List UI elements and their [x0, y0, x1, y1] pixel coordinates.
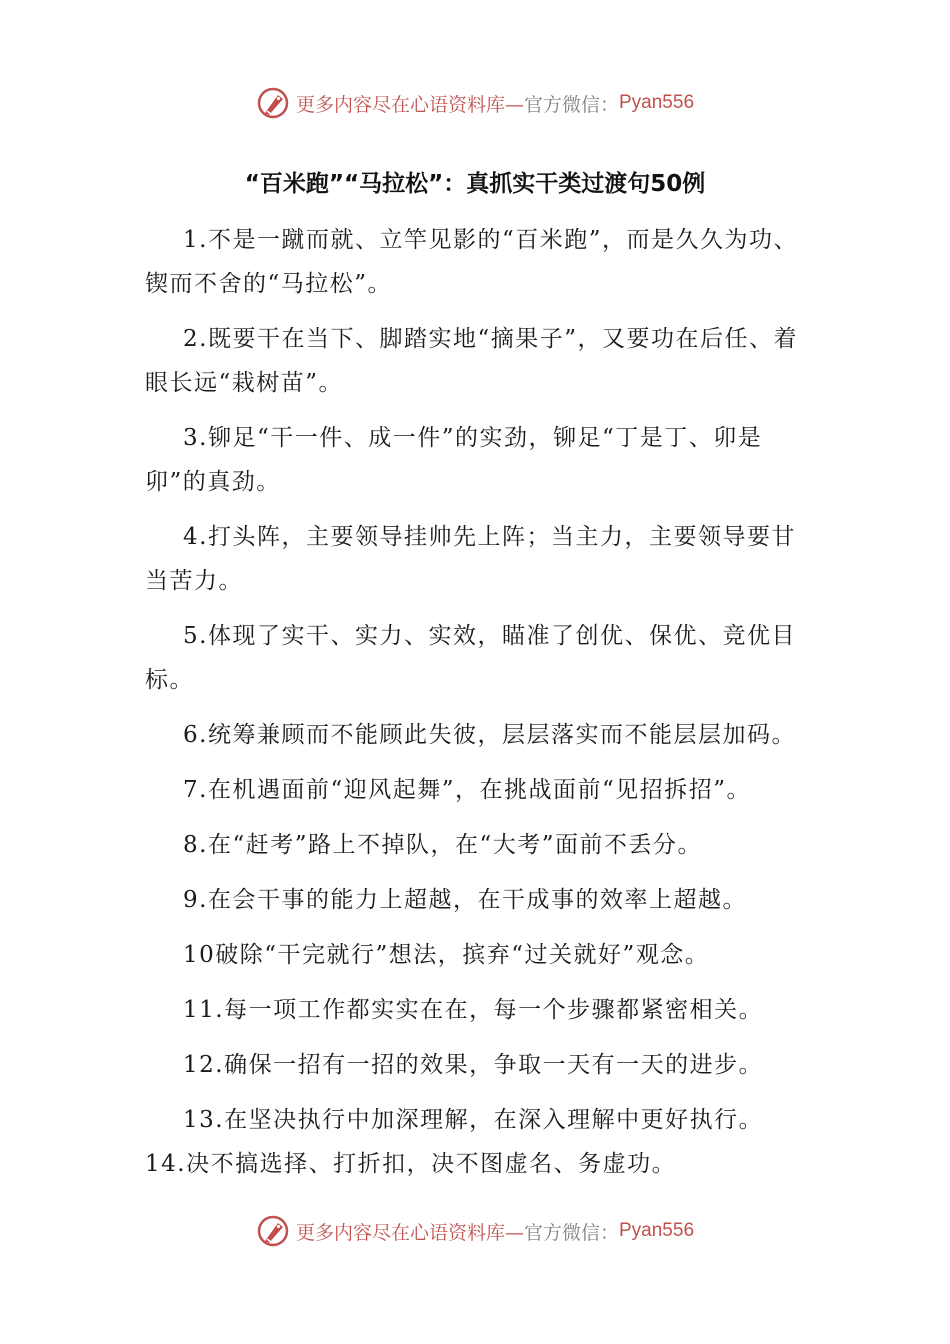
- wechat-label: 官方微信：: [523, 93, 619, 116]
- pen-nib-logo-icon: [256, 86, 290, 120]
- item-list: [145, 218, 815, 1197]
- list-item: 11.每一项工作都实实在在，每一个步骤都紧密相关。: [183, 997, 764, 1023]
- list-item: 14.决不搞选择、打折扣，决不图虚名、务虚功。: [145, 1151, 677, 1177]
- list-item: 9.在会干事的能力上超越，在干成事的效率上超越。: [183, 887, 747, 913]
- wechat-id: Pyan556: [619, 1220, 695, 1241]
- watermark-text: 更多内容尽在心语资料库—: [295, 93, 524, 116]
- list-item: 6.统筹兼顾而不能顾此失彼，层层落实而不能层层加码。: [183, 722, 796, 748]
- list-item: 4.打头阵，主要领导挂帅先上阵；当主力，主要领导要甘当苦力。: [145, 524, 796, 594]
- list-item: 10破除“干完就行”想法，摈弃“过关就好”观念。: [183, 942, 710, 968]
- list-item: 12.确保一招有一招的效果，争取一天有一天的进步。: [183, 1052, 764, 1078]
- list-item: 5.体现了实干、实力、实效，瞄准了创优、保优、竞优目标。: [145, 623, 796, 693]
- list-item: 13.在坚决执行中加深理解，在深入理解中更好执行。: [183, 1107, 764, 1133]
- footer-watermark: [0, 1211, 950, 1251]
- list-item: 1.不是一蹴而就、立竿见影的“百米跑”，而是久久为功、锲而不舍的“马拉松”。: [145, 227, 798, 297]
- wechat-label: 官方微信：: [523, 1221, 619, 1244]
- watermark-text: 更多内容尽在心语资料库—: [295, 1221, 524, 1244]
- list-item: 2.既要干在当下、脚踏实地“摘果子”，又要功在后任、着眼长远“栽树苗”。: [145, 326, 798, 396]
- list-item: 3.铆足“干一件、成一件”的实劲，铆足“丁是丁、卯是卯”的真劲。: [145, 425, 763, 495]
- pen-nib-logo-icon: [256, 1214, 290, 1248]
- wechat-id: Pyan556: [619, 92, 695, 113]
- list-item: 8.在“赶考”路上不掉队，在“大考”面前不丢分。: [183, 832, 702, 858]
- header-watermark: [0, 83, 950, 123]
- page-title: “百米跑”“马拉松”：真抓实干类过渡句50例: [244, 171, 706, 197]
- list-item: 7.在机遇面前“迎风起舞”，在挑战面前“见招拆招”。: [183, 777, 751, 803]
